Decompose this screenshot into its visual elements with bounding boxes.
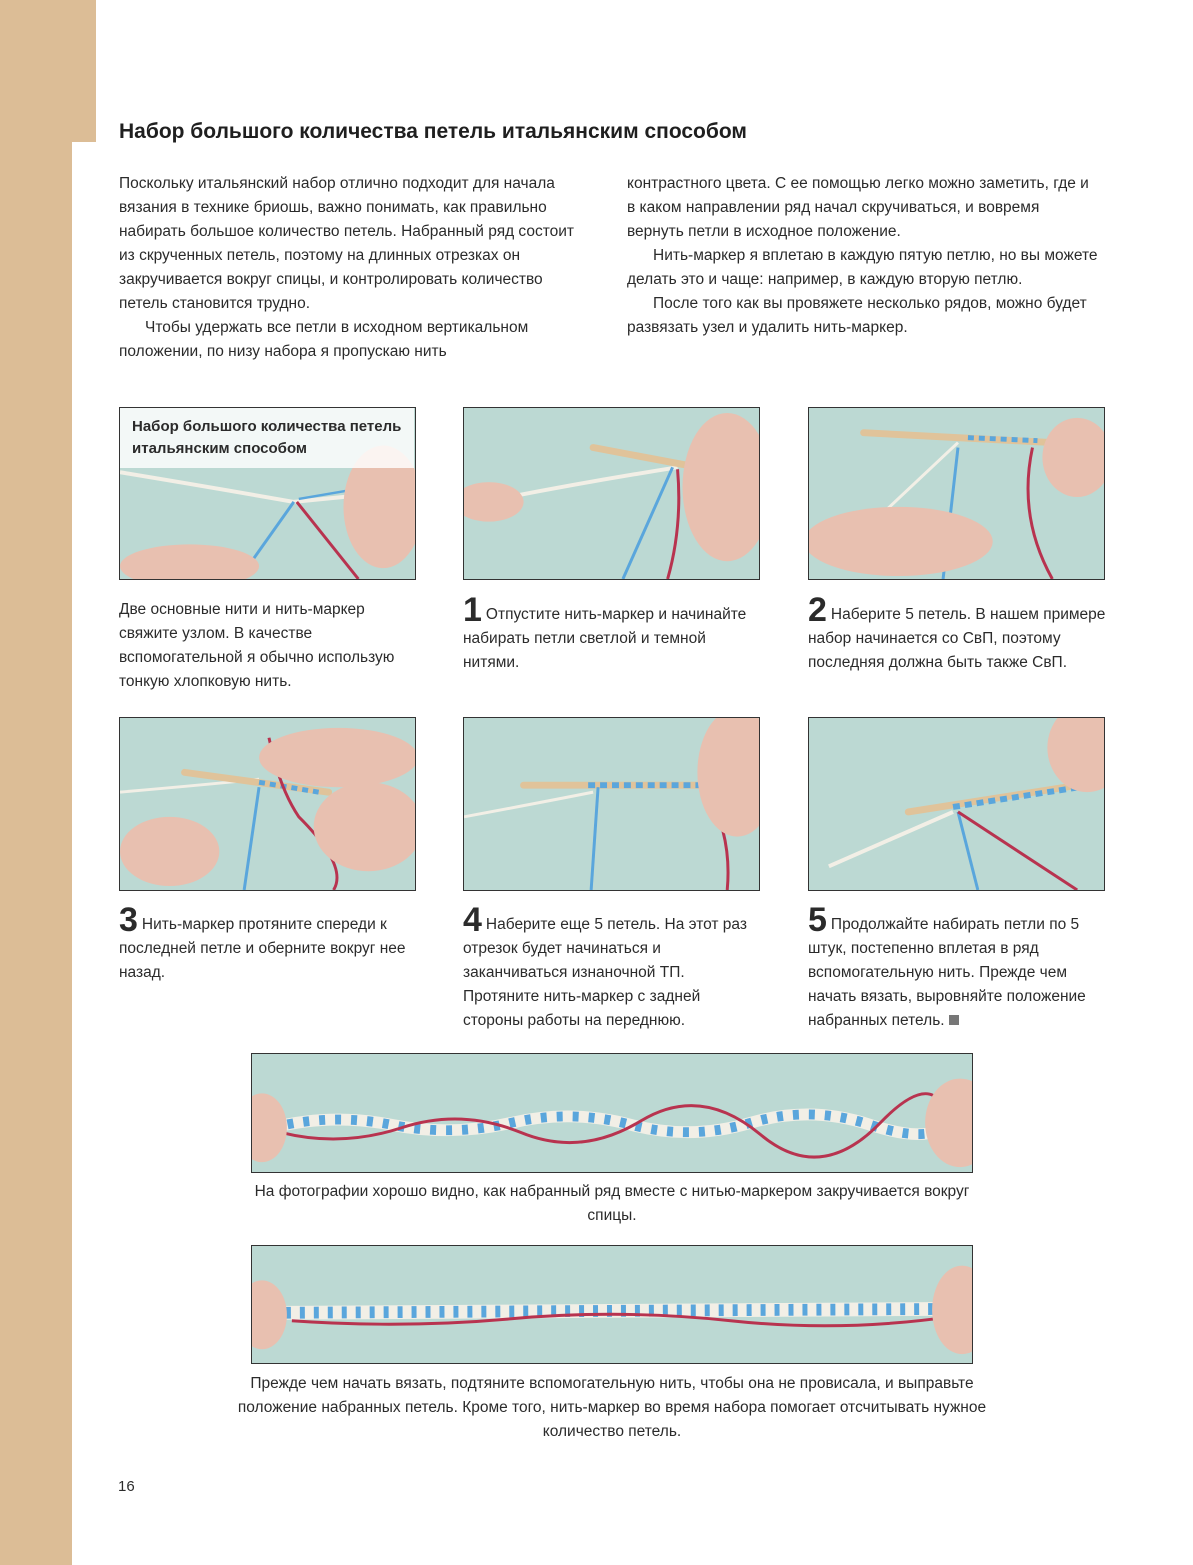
intro-paragraph: Нить-маркер я вплетаю в каждую пятую петлю, но вы можете делать это и чаще: например, в каждую вторую петлю. (627, 247, 1098, 288)
photo-step-5 (808, 717, 1105, 891)
step-text: Две основные нити и нить-маркер свяжите узлом. В качестве вспомогательной я обычно использую тонкую хлопковую нить. (119, 601, 395, 690)
step-text: Продолжайте набирать петли по 5 штук, постепенно вплетая в ряд вспомогательную нить. Прежде чем начать вязать, выровняйте положение набранных петель. (808, 916, 1086, 1029)
knitting-photo (464, 718, 759, 890)
knitting-photo (252, 1054, 972, 1172)
knitting-photo (809, 718, 1104, 890)
step-text: Наберите 5 петель. В нашем примере набор начинается со СвП, поэтому последняя должна быть также СвП. (808, 606, 1106, 671)
step-caption (463, 901, 763, 1033)
photo-step-1 (463, 407, 760, 580)
step-caption (808, 901, 1113, 1033)
end-mark (949, 1015, 959, 1025)
photo-label: Набор большого количества петель итальянским способом (120, 408, 414, 468)
accent-bar-side (0, 142, 72, 1565)
page-title: Набор большого количества петель итальянским способом (119, 120, 747, 143)
intro-right-column (627, 172, 1099, 340)
wide-photo-aligned (251, 1245, 973, 1364)
step-caption (808, 591, 1108, 675)
photo-step-4 (463, 717, 760, 891)
knitting-photo (252, 1246, 972, 1363)
photo-step-2 (808, 407, 1105, 580)
accent-bar-top (0, 0, 96, 142)
intro-paragraph: Поскольку итальянский набор отлично подходит для начала вязания в технике бриошь, важно понимать, как правильно набирать большое количество петель. Набранный ряд состоит из скрученных петель, поэтому на длинных отрезках он закручивается вокруг спицы, и контролировать количество петель становится трудно. (119, 175, 575, 312)
photo-step-0 (119, 407, 416, 580)
intro-paragraph: После того как вы провяжете несколько рядов, можно будет развязать узел и удалить нить-маркер. (627, 295, 1087, 336)
step-caption (463, 591, 763, 675)
knitting-photo (464, 408, 759, 579)
knitting-photo (809, 408, 1104, 579)
wide-photo-twisted (251, 1053, 973, 1173)
step-caption (119, 901, 419, 985)
wide-caption: Прежде чем начать вязать, подтяните вспомогательную нить, чтобы она не провисала, и выправьте положение набранных петель. Кроме того, нить-маркер во время набора помогает отсчитывать нужное количество петель. (237, 1375, 987, 1440)
step-text: Отпустите нить-маркер и начинайте набирать петли светлой и темной нитями. (463, 606, 747, 671)
step-text: Наберите еще 5 петель. На этот раз отрезок будет начинаться и заканчиваться изнаночной ТП. Протяните нить-маркер с задней стороны работы на переднюю. (463, 916, 747, 1029)
step-number: 4 (463, 901, 482, 939)
step-caption (119, 598, 419, 694)
step-number: 3 (119, 901, 138, 939)
step-text: Нить-маркер протяните спереди к последней петле и оберните вокруг нее назад. (119, 916, 406, 981)
step-number: 2 (808, 591, 827, 629)
intro-paragraph: Чтобы удержать все петли в исходном вертикальном положении, по низу набора я пропускаю нить (119, 319, 529, 360)
step-number: 1 (463, 591, 482, 629)
wide-caption: На фотографии хорошо видно, как набранный ряд вместе с нитью-маркером закручивается вокруг спицы. (254, 1183, 970, 1224)
page-number: 16 (118, 1478, 135, 1495)
knitting-photo (120, 718, 415, 890)
photo-step-3 (119, 717, 416, 891)
step-number: 5 (808, 901, 827, 939)
intro-paragraph: контрастного цвета. С ее помощью легко можно заметить, где и в каком направлении ряд начал скручиваться, и вовремя вернуть петли в исходное положение. (627, 175, 1089, 240)
intro-left-column (119, 172, 589, 364)
